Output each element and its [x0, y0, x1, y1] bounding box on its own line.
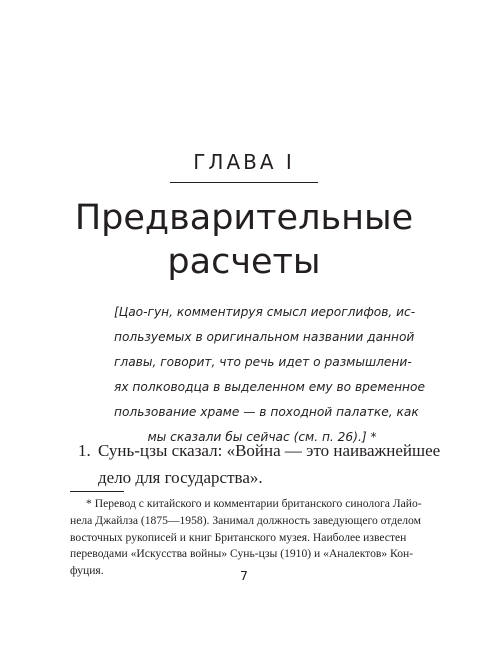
- chapter-label: ГЛАВА I: [193, 150, 295, 174]
- chapter-divider: [170, 182, 318, 183]
- epigraph-line: мы сказали бы сейчас (см. п. 26).] *: [147, 430, 377, 444]
- footnote-line: нела Джайлза (1875—1958). Занимал должность заведующего отделом: [70, 513, 421, 527]
- page-number: 7: [240, 568, 248, 583]
- epigraph-line: [Цао-гун, комментируя смысл иероглифов, ис-: [114, 305, 416, 319]
- chapter-title-line: Предварительные: [74, 198, 414, 238]
- epigraph-line: пользуемых в оригинальном названии данной: [114, 330, 415, 344]
- paragraph-line: дело для государства».: [98, 468, 263, 487]
- chapter-title-line: расчеты: [167, 242, 321, 282]
- footnote-divider: [70, 491, 124, 492]
- paragraph-line: Сунь-цзы сказал: «Война — это наиважнейшее: [98, 441, 441, 460]
- paragraph-number: 1.: [78, 441, 91, 460]
- footnote-line: фуция.: [70, 564, 104, 578]
- chapter-title: [0, 196, 488, 284]
- paragraph-text: [98, 437, 440, 491]
- footnote-line: переводами «Искусства войны» Сунь-цзы (1910) и «Аналектов» Кон-: [70, 547, 414, 561]
- epigraph-line: главы, говорит, что речь идет о размышлени-: [114, 355, 412, 369]
- epigraph-line: ях полководца в выделенном ему во временное: [114, 380, 425, 394]
- footnote-line: восточных рукописей и книг Британского музея. Наиболее известен: [70, 530, 407, 544]
- epigraph-line: пользование храме — в походной палатке, как: [114, 405, 419, 419]
- epigraph: [114, 300, 425, 450]
- footnote-line: * Перевод с китайского и комментарии британского синолога Лайо-: [86, 497, 422, 510]
